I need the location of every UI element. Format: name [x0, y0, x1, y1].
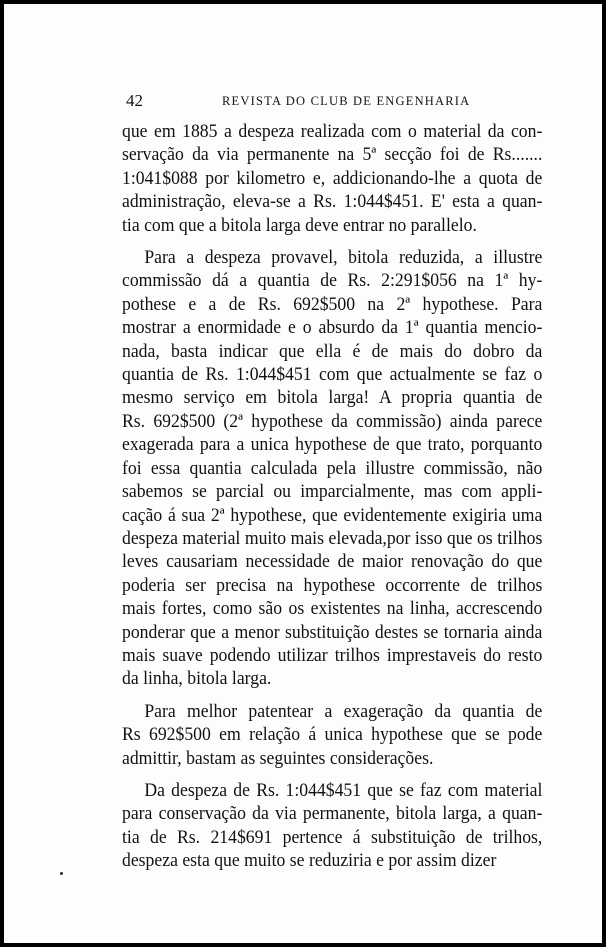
text-line: nada, basta indicar que ella é de mais do dobro da: [122, 340, 543, 362]
paragraph-gap: [122, 691, 542, 700]
paragraph-gap: [122, 237, 542, 246]
text-line: pothese e a de Rs. 692$500 na 2ª hypothese. Para: [122, 293, 543, 315]
body-text: [122, 120, 542, 873]
text-line: mais fortes, como são os existentes na linha, accrescendo: [122, 598, 543, 620]
text-line: leves causariam necessidade de maior renovação do que: [122, 551, 543, 573]
paragraph: [122, 120, 542, 237]
text-line: poderia ser precisa na hypothese occorrente de trilhos: [122, 574, 543, 596]
text-line: quantia de Rs. 1:044$451 com que actualmente se faz o: [122, 364, 543, 386]
text-line: exagerada para a unica hypothese de que trato, porquanto: [122, 434, 543, 456]
text-line: tia com que a bitola larga deve entrar no parallelo.: [122, 214, 477, 236]
print-speck: [60, 872, 63, 875]
text-line: administração, eleva-se a Rs. 1:044$451. E' esta a quan-: [122, 191, 543, 213]
text-line: que em 1885 a despeza realizada com o material da con-: [122, 121, 543, 142]
paragraph: [122, 246, 542, 691]
text-line: mostrar a enormidade e o absurdo da 1ª quantia mencio-: [122, 317, 543, 339]
paragraph: [122, 700, 542, 770]
text-line: da linha, bitola larga.: [122, 668, 272, 690]
text-line: commissão dá a quantia de Rs. 2:291$056 na 1ª hy-: [122, 270, 543, 292]
text-line: despeza esta que muito se reduziria e por assim dizer: [122, 850, 497, 872]
page-number: 42: [126, 91, 143, 110]
text-line: Rs. 692$500 (2ª hypothese da commissão) ainda parece: [122, 410, 543, 432]
text-line: Rs 692$500 em relação á unica hypothese que se pode: [122, 724, 543, 746]
text-line: tia de Rs. 214$691 pertence á substituição de trilhos,: [122, 826, 543, 848]
text-line: Da despeza de Rs. 1:044$451 que se faz com material: [144, 779, 543, 801]
paragraph-gap: [122, 770, 542, 779]
running-head: [126, 91, 574, 113]
text-line: despeza material muito mais elevada,por isso que os trilhos: [122, 527, 543, 549]
text-line: servação da via permanente na 5ª secção foi de Rs.......: [122, 144, 543, 166]
text-line: Para melhor patentear a exageração da quantia de: [144, 700, 543, 722]
journal-title: REVISTA DO CLUB DE ENGENHARIA: [222, 94, 471, 108]
text-line: 1:041$088 por kilometro e, addicionando-lhe a quota de: [122, 167, 543, 189]
text-line: para conservação da via permanente, bitola larga, a quan-: [122, 803, 543, 825]
text-line: foi essa quantia calculada pela illustre commissão, não: [122, 457, 543, 479]
text-line: ponderar que a menor substituição destes se tornaria ainda: [122, 621, 543, 643]
text-line: admittir, bastam as seguintes considerações.: [122, 747, 434, 769]
text-line: mais suave podendo utilizar trilhos imprestaveis do resto: [122, 644, 543, 666]
text-line: sabemos se parcial ou imparcialmente, mas com appli-: [122, 481, 543, 503]
text-line: mesmo serviço em bitola larga! A propria quantia de: [122, 387, 543, 409]
text-line: Para a despeza provavel, bitola reduzida, a illustre: [144, 247, 543, 269]
text-line: cação á sua 2ª hypothese, que evidentemente exigiria uma: [122, 504, 543, 526]
document-page: [4, 4, 602, 943]
paragraph: [122, 779, 542, 873]
